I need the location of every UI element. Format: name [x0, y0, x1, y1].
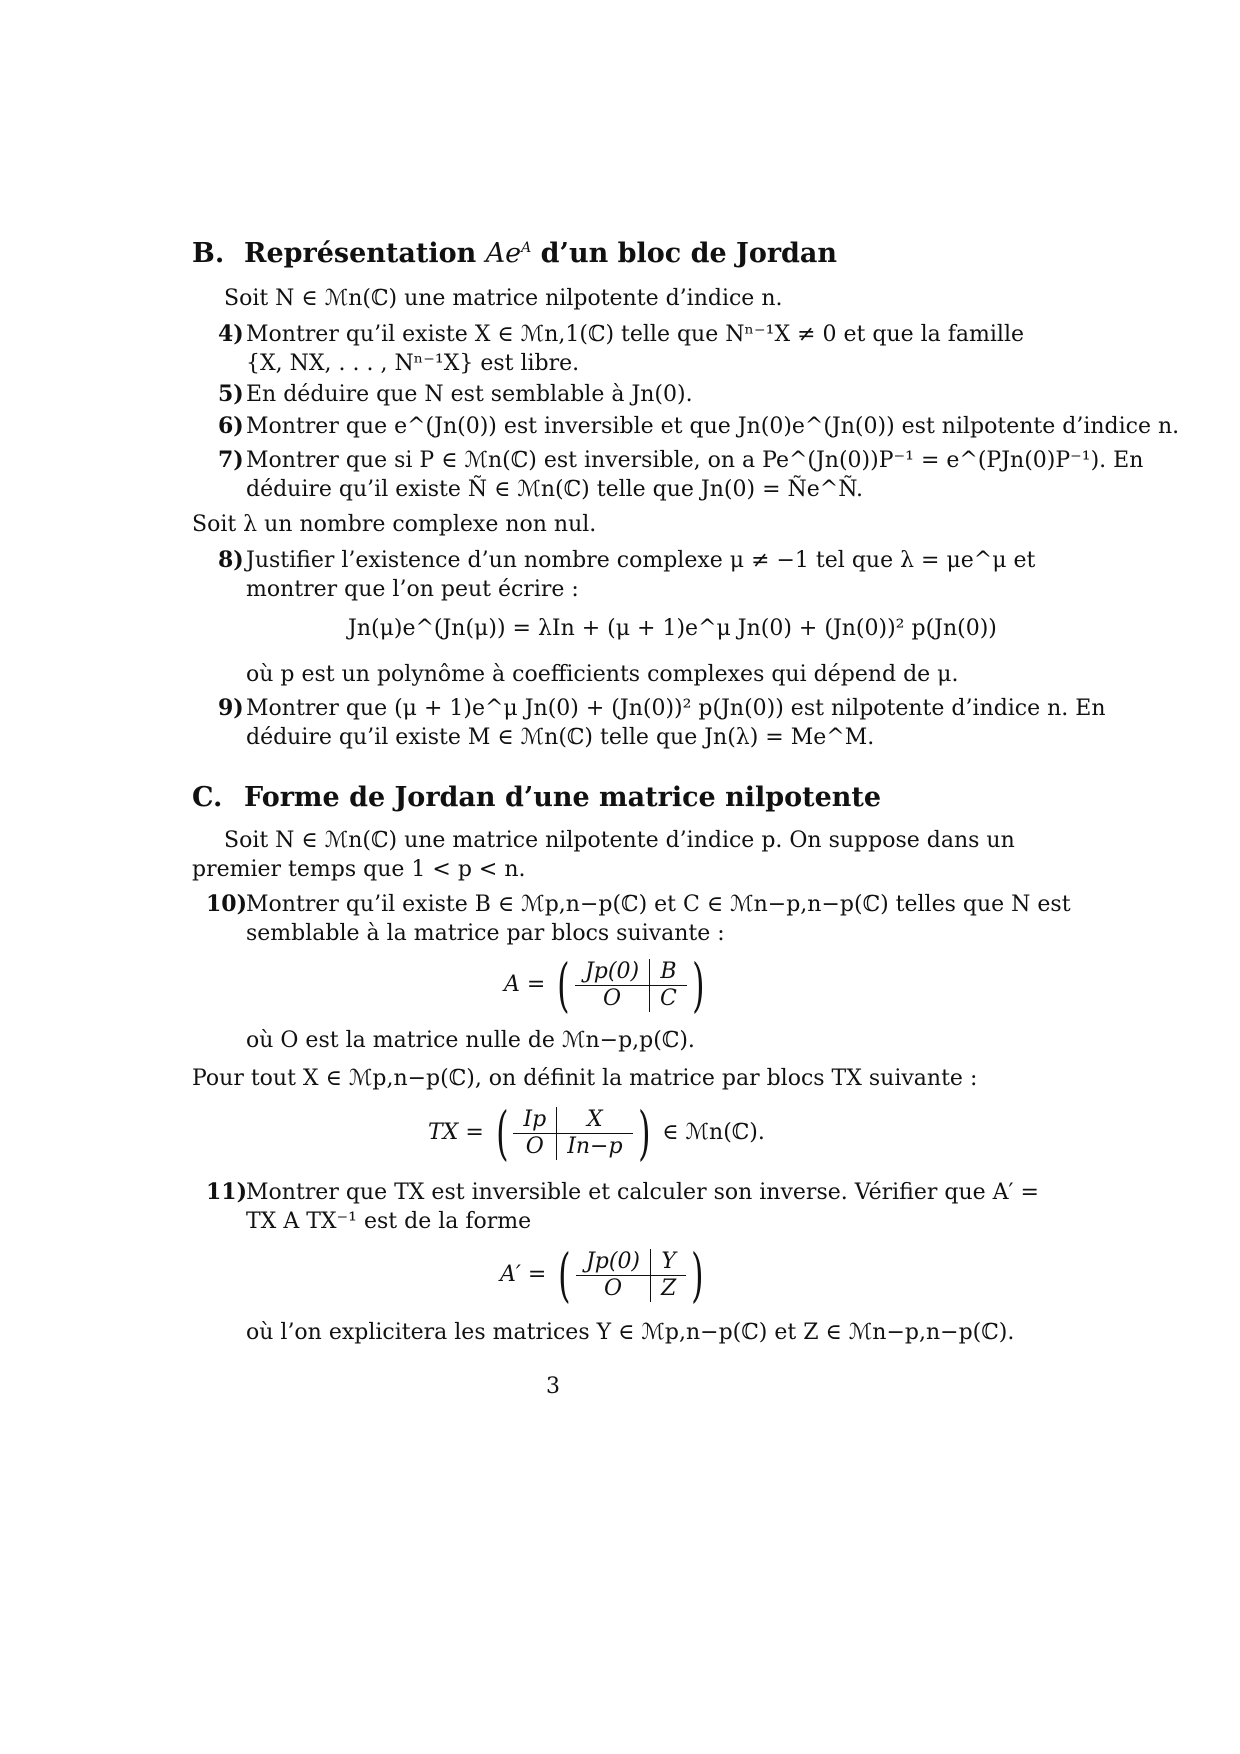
block-matrix-a-prime: A′ = ( Jp(0) Y O Z )	[500, 1241, 704, 1309]
section-c-heading	[192, 782, 892, 816]
question-text-line: déduire qu’il existe Ñ ∈ ℳn(ℂ) telle que Jn(0) = Ñe^Ñ.	[246, 477, 864, 502]
question-number: 6)	[218, 413, 244, 439]
question-9	[218, 694, 1106, 752]
block-matrix-tx: TX = ( Ip X O In−p ) ∈ ℳn(ℂ).	[428, 1099, 765, 1167]
paragraph-b-intro: Soit N ∈ ℳn(ℂ) une matrice nilpotente d’indice n.	[224, 286, 783, 311]
question-text-line: Montrer que TX est inversible et calculer son inverse. Vérifier que A′ =	[246, 1180, 1039, 1205]
question-7	[218, 446, 1144, 504]
question-10	[206, 890, 1071, 948]
question-number: 7)	[218, 447, 244, 473]
equation-8: Jn(μ)e^(Jn(μ)) = λIn + (μ + 1)e^μ Jn(0) + (Jn(0))² p(Jn(0))	[348, 616, 997, 641]
section-title: Représentation $Ae^A$ d’un bloc de Jordan	[244, 238, 838, 269]
paragraph-after-mat-a: où O est la matrice nulle de ℳn−p,p(ℂ).	[246, 1028, 695, 1053]
question-text-line: En déduire que N est semblable à Jn(0).	[246, 382, 693, 407]
question-number: 5)	[218, 381, 244, 407]
question-text-line: {X, NX, . . . , Nⁿ⁻¹X} est libre.	[246, 351, 580, 376]
question-11	[206, 1178, 1039, 1236]
question-5	[218, 380, 918, 409]
question-number: 11)	[206, 1179, 248, 1205]
question-6	[218, 412, 1180, 441]
question-text-line: déduire qu’il existe M ∈ ℳn(ℂ) telle que Jn(λ) = Me^M.	[246, 725, 875, 750]
question-number: 9)	[218, 695, 244, 721]
question-8	[218, 546, 1036, 604]
section-number: C.	[192, 782, 223, 813]
question-text-line: TX A TX⁻¹ est de la forme	[246, 1209, 532, 1234]
question-4	[218, 320, 1025, 378]
question-text-line: Montrer que e^(Jn(0)) est inversible et que Jn(0)e^(Jn(0)) est nilpotente d’indice n.	[246, 414, 1180, 439]
paragraph-lambda: Soit λ un nombre complexe non nul.	[192, 512, 597, 537]
question-text-line: Montrer qu’il existe B ∈ ℳp,n−p(ℂ) et C ∈ ℳn−p,n−p(ℂ) telles que N est	[246, 892, 1071, 917]
paragraph-after-eq8: où p est un polynôme à coefficients complexes qui dépend de μ.	[246, 662, 959, 687]
question-text-line: Justifier l’existence d’un nombre complexe μ ≠ −1 tel que λ = μe^μ et	[246, 548, 1036, 573]
question-number: 8)	[218, 547, 244, 573]
question-text-line: semblable à la matrice par blocs suivante :	[246, 921, 725, 946]
question-text-line: Montrer que (μ + 1)e^μ Jn(0) + (Jn(0))² p(Jn(0)) est nilpotente d’indice n. En	[246, 696, 1106, 721]
question-number: 10)	[206, 891, 248, 917]
paragraph-after-mat-a-prime: où l’on explicitera les matrices Y ∈ ℳp,n−p(ℂ) et Z ∈ ℳn−p,n−p(ℂ).	[246, 1320, 1015, 1345]
section-number: B.	[192, 238, 225, 269]
question-text-line: Montrer qu’il existe X ∈ ℳn,1(ℂ) telle que Nⁿ⁻¹X ≠ 0 et que la famille	[246, 322, 1025, 347]
page-number: 3	[546, 1374, 560, 1399]
block-matrix-a: A = ( Jp(0) B O C )	[504, 951, 705, 1019]
question-number: 4)	[218, 321, 244, 347]
paragraph-c-intro: Soit N ∈ ℳn(ℂ) une matrice nilpotente d’indice p. On suppose dans un premier temps que 1 < p < n.	[192, 828, 1015, 882]
question-text-line: montrer que l’on peut écrire :	[246, 577, 579, 602]
paragraph-tx-intro: Pour tout X ∈ ℳp,n−p(ℂ), on définit la matrice par blocs TX suivante :	[192, 1066, 978, 1091]
section-b-heading	[192, 238, 892, 272]
section-title: Forme de Jordan d’une matrice nilpotente	[244, 782, 882, 813]
question-text-line: Montrer que si P ∈ ℳn(ℂ) est inversible, on a Pe^(Jn(0))P⁻¹ = e^(PJn(0)P⁻¹). En	[246, 448, 1144, 473]
